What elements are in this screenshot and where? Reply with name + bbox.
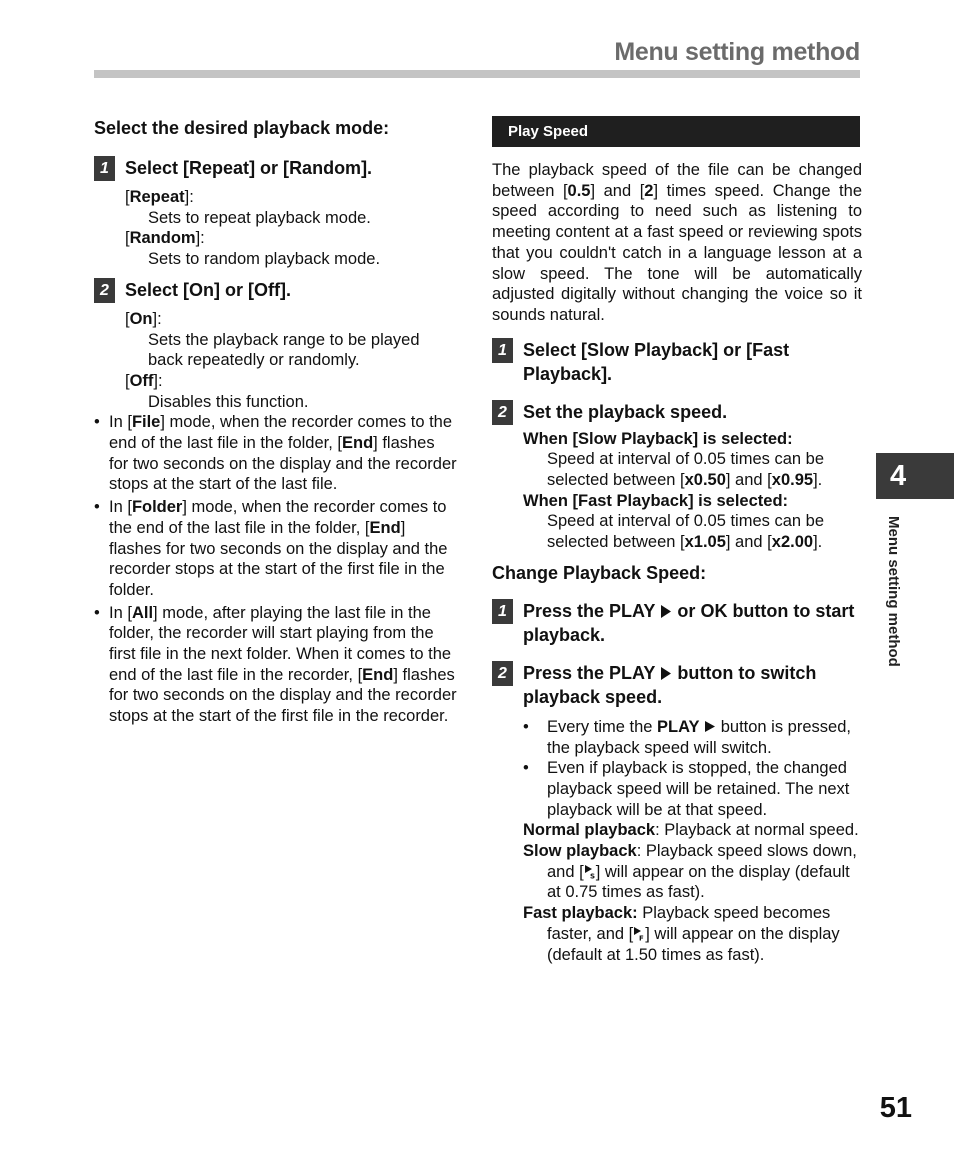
- change-speed-heading: Change Playback Speed:: [492, 562, 707, 583]
- step-text: Select [Slow Playback] or [Fast Playback].: [523, 339, 790, 384]
- page-number: 51: [879, 1092, 912, 1124]
- header-rule: [94, 70, 860, 78]
- svg-text:F: F: [639, 934, 645, 941]
- fast-selected-heading: When [Fast Playback] is selected:: [523, 491, 789, 510]
- normal-playback-note: Normal playback: Playback at normal speed.: [523, 821, 859, 840]
- right-column: [492, 116, 862, 965]
- change-step-1: [492, 599, 862, 647]
- svg-text:S: S: [589, 872, 595, 879]
- step-text: Press the PLAY button to switch playback speed.: [523, 662, 817, 707]
- playback-mode-heading: Select the desired playback mode:: [94, 118, 390, 138]
- bullet-file-mode: • In [File] mode, when the recorder comes to the end of the last file in the folder, [End] flashes for two seconds on the display and the recorder stops at the start of the last file.: [94, 413, 457, 494]
- repeat-label: [Repeat]:: [125, 188, 194, 206]
- change-step-2: [492, 661, 862, 709]
- fast-playback-icon: [633, 926, 645, 941]
- step-text: Set the playback speed.: [523, 401, 728, 422]
- step-text: Select [On] or [Off].: [125, 279, 292, 300]
- step-text: Press the PLAY or OK button to start playback.: [523, 600, 855, 645]
- on-label: [On]:: [125, 309, 162, 328]
- step-number: 1: [492, 338, 513, 363]
- fast-selected-desc: Speed at interval of 0.05 times can be selected between [x1.05] and [x2.00].: [547, 512, 825, 552]
- speed-step-1: [492, 338, 862, 386]
- repeat-desc: Sets to repeat playback mode.: [148, 208, 371, 227]
- play-speed-bar: Play Speed: [492, 116, 860, 147]
- play-speed-intro: The playback speed of the file can be changed between [0.5] and [2] times speed. Change the speed according to need such as listening to meeting content at a fast speed or reviewing spots that you couldn't catch in a language lesson at a slow speed. The tone will be automatically adjusted digitally without changing the voice so it sounds natural.: [492, 161, 862, 324]
- bullet-all-mode: • In [All] mode, after playing the last file in the folder, the recorder will start playing from the first file in the next folder. When it comes to the end of the last file in the recorder, [End] flashes for two seconds on the display and the recorder stops at the start of the first file in the recorder.: [94, 603, 457, 726]
- slow-selected-heading: When [Slow Playback] is selected:: [523, 429, 793, 448]
- change-bullet-1: • Every time the PLAY button is pressed, the playback speed will switch.: [523, 717, 851, 757]
- speed-step-2: [492, 400, 862, 425]
- off-desc: Disables this function.: [148, 392, 309, 411]
- change-bullet-2: • Even if playback is stopped, the changed playback speed will be retained. The next playback will be at that speed.: [523, 759, 850, 819]
- play-triangle-icon: [660, 604, 672, 619]
- step-number: 2: [492, 400, 513, 425]
- slow-playback-note: Slow playback: Playback speed slows down, and [ S ] will appear on the display (default at 0.75 times as fast).: [523, 842, 857, 902]
- bullet-folder-mode: • In [Folder] mode, when the recorder comes to the end of the last file in the folder, [End] flashes for two seconds on the display and the recorder stops at the start of the first file in the folder.: [94, 498, 448, 599]
- random-label: [Random]:: [125, 229, 205, 248]
- side-section-label: Menu setting method: [885, 516, 902, 667]
- on-desc: Sets the playback range to be played back repeatedly or randomly.: [148, 330, 420, 370]
- play-triangle-icon: [660, 666, 672, 681]
- chapter-tab: 4: [876, 453, 954, 499]
- step-number: 2: [492, 661, 513, 686]
- random-desc: Sets to random playback mode.: [148, 250, 381, 269]
- step-2: [94, 278, 458, 303]
- play-triangle-icon: [704, 719, 716, 734]
- left-column: [94, 116, 458, 727]
- step-text: Select [Repeat] or [Random].: [125, 158, 373, 178]
- fast-playback-note: Fast playback: Playback speed becomes faster, and [ F ] will appear on the display (default at 1.50 times as fast).: [523, 904, 840, 964]
- step-number: 1: [492, 599, 513, 624]
- slow-selected-desc: Speed at interval of 0.05 times can be selected between [x0.50] and [x0.95].: [547, 450, 825, 490]
- step-1: [94, 156, 458, 181]
- step-number: 1: [94, 156, 115, 181]
- slow-playback-icon: [584, 864, 596, 879]
- step-number: 2: [94, 278, 115, 303]
- page-title: Menu setting method: [614, 38, 860, 66]
- off-label: [Off]:: [125, 371, 163, 390]
